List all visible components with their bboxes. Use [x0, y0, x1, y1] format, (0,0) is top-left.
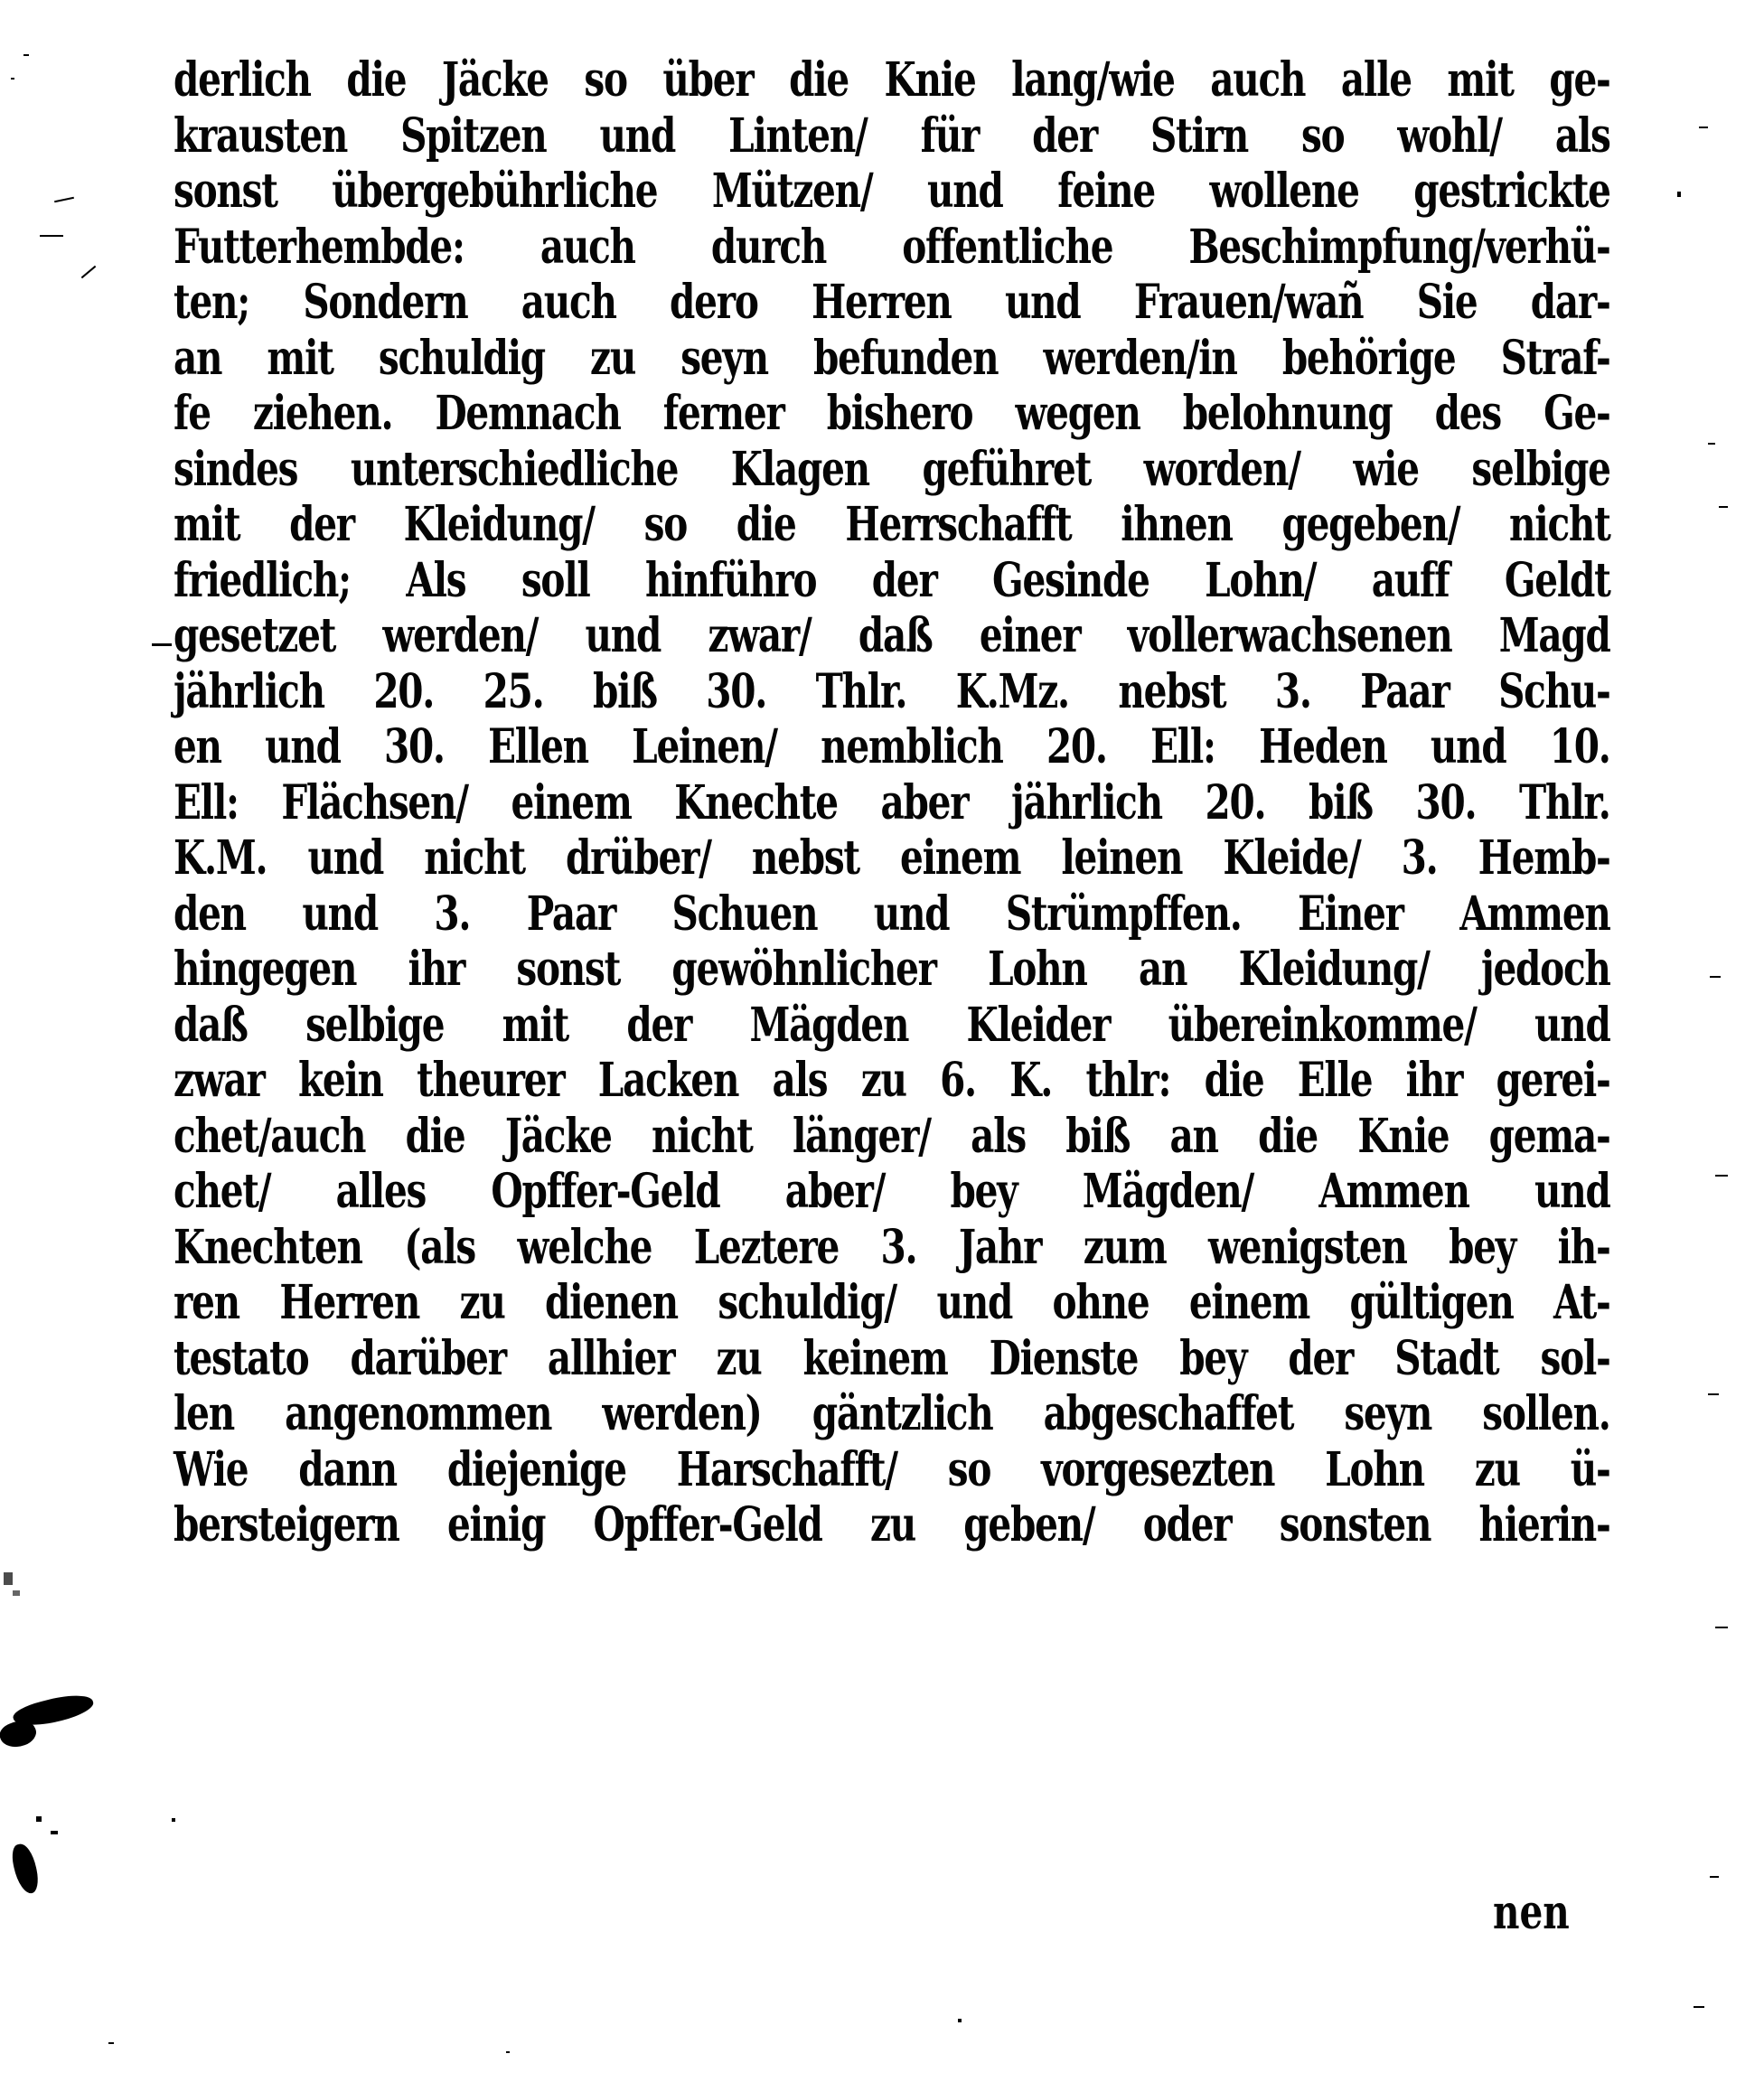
- scan-speck: [54, 197, 74, 203]
- scan-speck: [1699, 127, 1708, 128]
- scan-speck: [51, 1831, 58, 1834]
- scan-speck: [152, 643, 172, 646]
- scan-ink-blot: [9, 1842, 41, 1896]
- text-line-6: an mit schuldig zu seyn befunden werden/in behörige Straf-: [174, 330, 1610, 386]
- text-line-25: len angenommen werden) gäntzlich abgeschaffet seyn sollen.: [174, 1386, 1610, 1441]
- text-line-2: krausten Spitzen und Linten/ für der Stirn so wohl/ als: [174, 108, 1610, 164]
- text-line-8: sindes unterschiedliche Klagen geführet worden/ wie selbige: [174, 441, 1610, 497]
- scan-speck: [506, 2051, 510, 2053]
- text-line-26: Wie dann diejenige Harschafft/ so vorgesezten Lohn zu ü-: [174, 1441, 1610, 1497]
- text-line-23: ren Herren zu dienen schuldig/ und ohne einem gültigen At-: [174, 1275, 1610, 1330]
- scan-speck: [1710, 976, 1721, 978]
- scan-speck: [108, 2042, 114, 2044]
- scan-speck: [23, 54, 29, 56]
- text-line-4: Futterhembde: auch durch offentliche Beschimpfung/verhü-: [174, 219, 1610, 275]
- body-text: [174, 52, 1610, 1553]
- scan-speck: [1715, 1627, 1728, 1628]
- scan-speck: [1708, 1393, 1719, 1395]
- text-line-14: Ell: Flächsen/ einem Knechte aber jährlich 20. biß 30. Thlr.: [174, 774, 1610, 830]
- scan-speck: [13, 1590, 20, 1596]
- text-line-22: Knechten (als welche Leztere 3. Jahr zum wenigsten bey ih-: [174, 1219, 1610, 1275]
- scan-speck: [40, 235, 63, 237]
- scan-speck: [958, 2019, 962, 2022]
- scan-speck: [1677, 192, 1681, 197]
- scan-speck: [36, 1816, 42, 1822]
- text-line-19: zwar kein theurer Lacken als zu 6. K. thlr: die Elle ihr gerei-: [174, 1053, 1610, 1108]
- scan-speck: [1708, 443, 1715, 445]
- text-line-10: friedlich; Als soll hinführo der Gesinde Lohn/ auff Geldt: [174, 552, 1610, 608]
- catchword: nen: [1493, 1885, 1570, 1940]
- scan-speck: [1694, 2006, 1704, 2008]
- text-line-17: hingegen ihr sonst gewöhnlicher Lohn an Kleidung/ jedoch: [174, 942, 1610, 997]
- text-line-24: testato darüber allhier zu keinem Dienste bey der Stadt sol-: [174, 1330, 1610, 1386]
- text-line-11: gesetzet werden/ und zwar/ daß einer vollerwachsenen Magd: [174, 608, 1610, 663]
- scan-speck: [172, 1818, 175, 1822]
- scan-speck: [81, 266, 97, 278]
- text-line-1: derlich die Jäcke so über die Knie lang/wie auch alle mit ge-: [174, 52, 1610, 108]
- scan-speck: [11, 78, 14, 80]
- text-line-9: mit der Kleidung/ so die Herrschafft ihnen gegeben/ nicht: [174, 497, 1610, 552]
- scan-speck: [1719, 506, 1728, 508]
- text-line-12: jährlich 20. 25. biß 30. Thlr. K.Mz. nebst 3. Paar Schu-: [174, 663, 1610, 719]
- scan-speck: [4, 1572, 13, 1585]
- scan-speck: [1710, 1876, 1719, 1878]
- text-line-18: daß selbige mit der Mägden Kleider übereinkomme/ und: [174, 997, 1610, 1053]
- text-line-13: en und 30. Ellen Leinen/ nemblich 20. Ell: Heden und 10.: [174, 719, 1610, 774]
- text-line-27: bersteigern einig Opffer-Geld zu geben/ oder sonsten hierin-: [174, 1497, 1610, 1552]
- text-line-5: ten; Sondern auch dero Herren und Frauen/wañ Sie dar-: [174, 275, 1610, 330]
- text-line-21: chet/ alles Opffer-Geld aber/ bey Mägden/ Ammen und: [174, 1164, 1610, 1219]
- text-line-16: den und 3. Paar Schuen und Strümpffen. Einer Ammen: [174, 886, 1610, 942]
- text-line-20: chet/auch die Jäcke nicht länger/ als biß an die Knie gema-: [174, 1108, 1610, 1164]
- text-line-3: sonst übergebührliche Mützen/ und feine wollene gestrickte: [174, 164, 1610, 219]
- text-line-7: fe ziehen. Demnach ferner bishero wegen belohnung des Ge-: [174, 386, 1610, 441]
- scan-speck: [1715, 1175, 1728, 1177]
- text-line-15: K.M. und nicht drüber/ nebst einem leinen Kleide/ 3. Hemb-: [174, 830, 1610, 886]
